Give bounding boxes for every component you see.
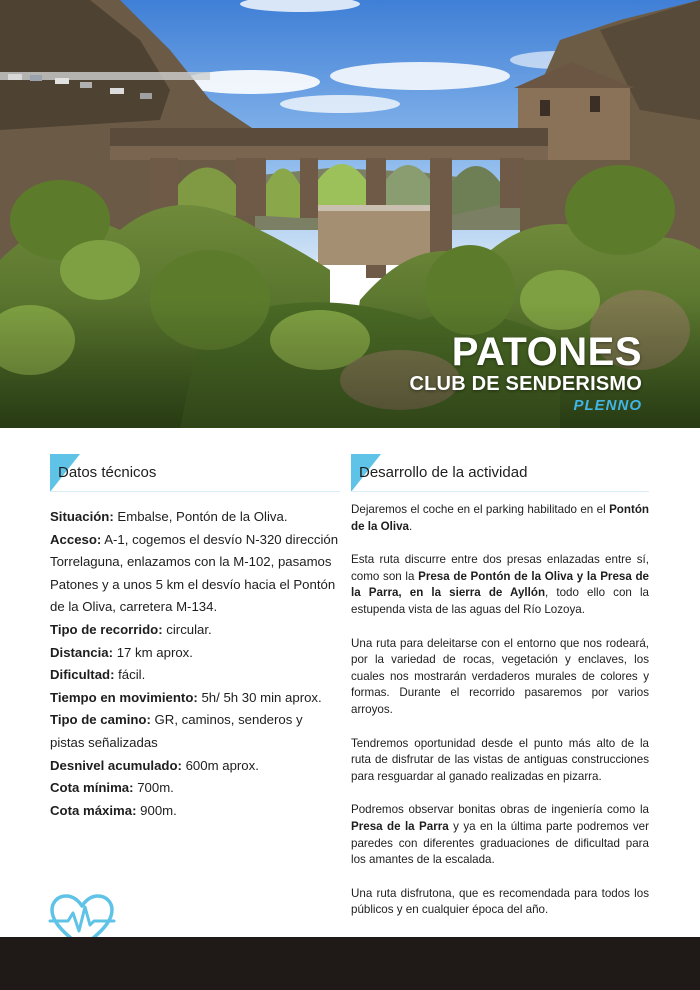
desarrollo-section xyxy=(351,454,649,936)
paragraph-bold: Presa de la Parra xyxy=(351,819,449,833)
desarrollo-text xyxy=(351,502,649,919)
paragraph-text: Esta ruta discurre entre dos presas enlazadas entre sí, como son la xyxy=(351,553,649,583)
fact-value: Embalse, Pontón de la Oliva. xyxy=(113,509,288,524)
fact-tipo-recorrido xyxy=(50,619,340,642)
fact-tiempo xyxy=(50,687,340,710)
footer-bar xyxy=(0,937,700,990)
fact-label: Cota máxima: xyxy=(50,802,137,818)
fact-value: 17 km aprox. xyxy=(113,644,193,660)
fact-value: A-1, cogemos el desvío N-320 dirección Torrelaguna, enlazamos con la M-102, pasamos Patones y a unos 5 km el desvío hacia el Pontón de la Oliva, carretera M-134. xyxy=(50,531,339,615)
datos-tecnicos-heading: Datos técnicos xyxy=(58,464,157,481)
section-divider xyxy=(50,491,340,492)
datos-tecnicos-section xyxy=(50,454,340,822)
paragraph-4: Tendremos oportunidad desde el punto más alto de la ruta de disfrutar de las vistas de antiguas construcciones para resguardar al ganado realizadas en pizarra. xyxy=(351,736,649,783)
fact-label: Acceso: xyxy=(50,531,102,547)
fact-label: Situación: xyxy=(50,509,114,524)
fact-value: 5h/ 5h 30 min aprox. xyxy=(197,689,322,705)
fact-tipo-camino xyxy=(50,709,340,754)
fact-distancia xyxy=(50,642,340,665)
paragraph-bold: Pontón de la Oliva xyxy=(351,503,649,533)
paragraph-6: Una ruta disfrutona, que es recomendada para todos los públicos y en cualquier época del año. xyxy=(351,886,649,917)
hero-title: PATONES xyxy=(451,330,642,374)
fact-value: GR, caminos, senderos y pistas señalizadas xyxy=(50,712,303,750)
fact-situacion xyxy=(50,506,340,529)
fact-label: Tipo de recorrido: xyxy=(50,621,163,637)
desarrollo-heading: Desarrollo de la actividad xyxy=(359,464,528,481)
fact-value: 600m aprox. xyxy=(181,757,259,773)
paragraph-5 xyxy=(351,802,649,868)
paragraph-3: Una ruta para deleitarse con el entorno que nos rodeará, por la variedad de rocas, vegetación y enclaves, los cuales nos mostrarán verdaderos murales de colores y formas. Durante el recorrido pasaremos por varios arroyos. xyxy=(351,636,649,716)
paragraph-text: . xyxy=(409,519,413,533)
plenno-logo: PLENNO xyxy=(573,397,642,414)
hero-photo xyxy=(0,0,700,428)
fact-cota-maxima xyxy=(50,800,340,823)
fact-value: fácil. xyxy=(114,667,146,683)
fact-label: Cota mínima: xyxy=(50,780,134,796)
paragraph-2 xyxy=(351,552,649,618)
paragraph-1 xyxy=(351,502,649,535)
fact-dificultad xyxy=(50,664,340,687)
section-divider xyxy=(351,491,649,492)
hero-subtitle: CLUB DE SENDERISMO xyxy=(409,373,642,395)
desarrollo-header xyxy=(351,454,649,492)
paragraph-text: Dejaremos el coche en el parking habilitado en el xyxy=(351,503,610,516)
fact-label: Tiempo en movimiento: xyxy=(50,689,198,705)
fact-value: 700m. xyxy=(133,780,174,796)
paragraph-text: , todo ello con la estupenda vista de las aguas del Río Lozoya. xyxy=(351,586,649,616)
fact-label: Desnivel acumulado: xyxy=(50,757,182,773)
fact-label: Distancia: xyxy=(50,644,114,660)
fact-acceso xyxy=(50,529,340,619)
fact-cota-minima xyxy=(50,777,340,800)
paragraph-text: Podremos observar bonitas obras de ingeniería como la xyxy=(351,803,649,817)
fact-label: Dificultad: xyxy=(50,667,115,683)
fact-desnivel xyxy=(50,755,340,778)
hero-title-block xyxy=(409,330,642,416)
paragraph-bold: Presa de Pontón de la Oliva y la Presa de la Parra, en la sierra de Ayllón xyxy=(351,569,649,600)
fact-label: Tipo de camino: xyxy=(50,712,151,728)
datos-tecnicos-header xyxy=(50,454,340,492)
fact-value: circular. xyxy=(162,621,212,637)
fact-value: 900m. xyxy=(136,802,177,818)
paragraph-text: y ya en la última parte podremos ver paredes con diferentes graduaciones de dificultad para los amantes de la escalada. xyxy=(351,819,649,867)
facts-list xyxy=(50,506,340,822)
